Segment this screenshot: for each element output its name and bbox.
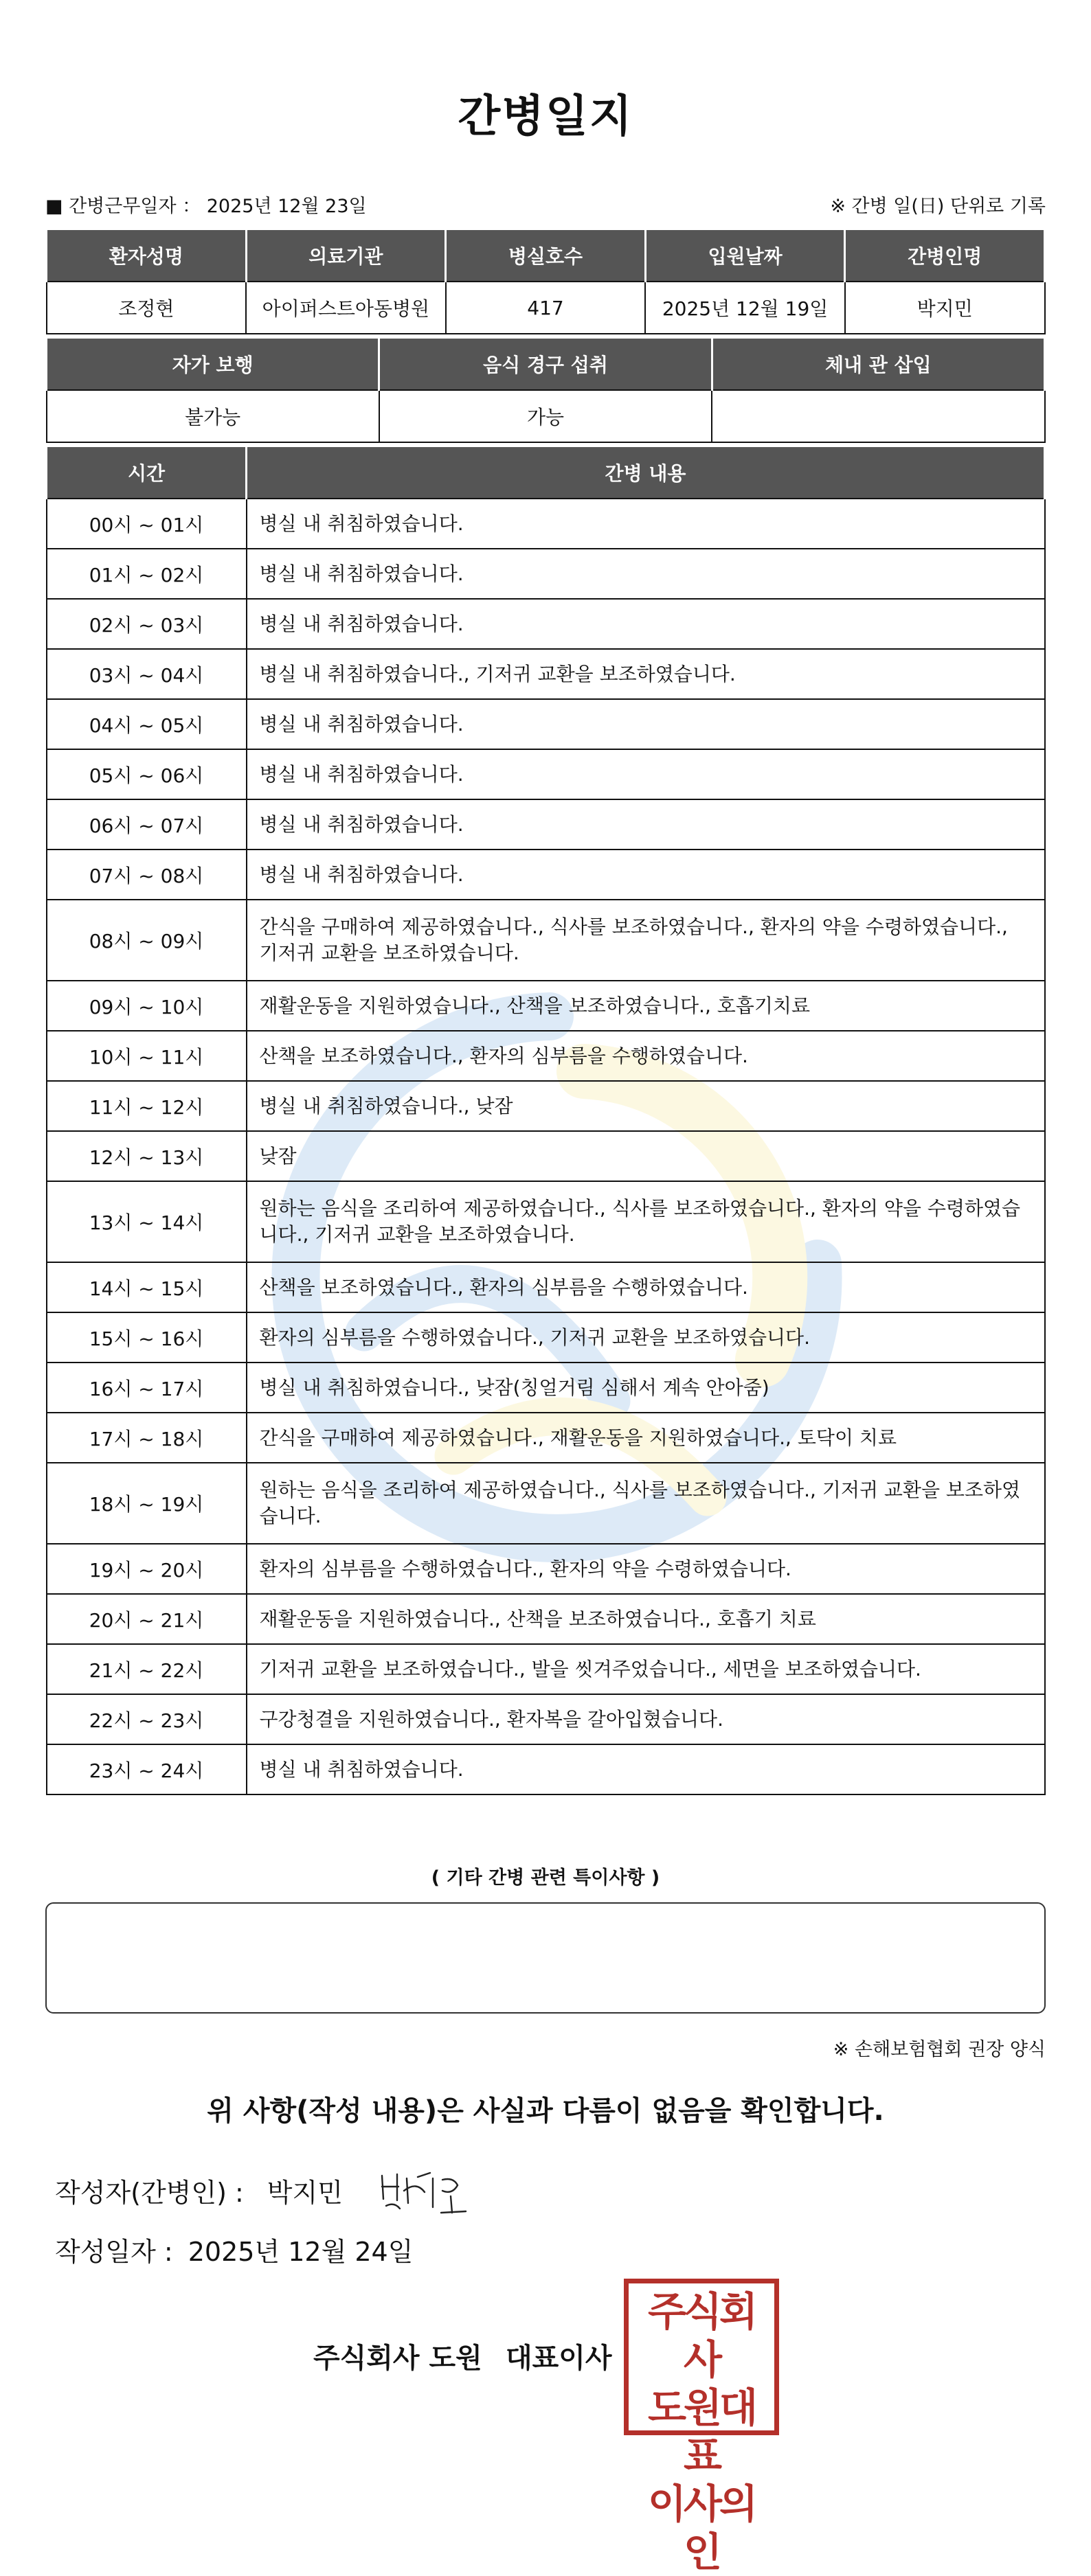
log-time: 11시 ~ 12시 [47,1081,247,1131]
log-content: 산책을 보조하였습니다., 환자의 심부름을 수행하였습니다. [247,1031,1045,1081]
log-row [47,1744,1045,1794]
log-time: 13시 ~ 14시 [47,1181,247,1262]
log-time: 04시 ~ 05시 [47,699,247,749]
log-row [47,1694,1045,1744]
log-row [47,549,1045,599]
log-content: 환자의 심부름을 수행하였습니다., 기저귀 교환을 보조하였습니다. [247,1312,1045,1363]
log-time: 19시 ~ 20시 [47,1544,247,1594]
log-time: 09시 ~ 10시 [47,981,247,1031]
log-time: 21시 ~ 22시 [47,1644,247,1694]
handwritten-signature [376,2163,480,2218]
walking-header: 자가 보행 [47,338,379,391]
log-row [47,1262,1045,1312]
log-content: 간식을 구매하여 제공하였습니다., 재활운동을 지원하였습니다., 토닥이 치료 [247,1413,1045,1463]
log-time: 17시 ~ 18시 [47,1413,247,1463]
log-content: 병실 내 취침하였습니다. [247,799,1045,850]
log-time: 05시 ~ 06시 [47,749,247,799]
log-row [47,499,1045,549]
log-time: 12시 ~ 13시 [47,1131,247,1181]
notes-box [45,1902,1046,2014]
log-content: 병실 내 취침하였습니다., 낮잠 [247,1081,1045,1131]
log-content: 원하는 음식을 조리하여 제공하였습니다., 식사를 보조하였습니다., 환자의 약을 수령하였습니다., 기저귀 교환을 보조하였습니다. [247,1181,1045,1262]
log-time: 16시 ~ 17시 [47,1363,247,1413]
log-row [47,799,1045,850]
log-content: 산책을 보조하였습니다., 환자의 심부름을 수행하였습니다. [247,1262,1045,1312]
company-seal [624,2279,779,2575]
log-row [47,1594,1045,1644]
log-row [47,1181,1045,1262]
room-number: 417 [446,282,646,334]
log-time: 07시 ~ 08시 [47,850,247,900]
log-time: 10시 ~ 11시 [47,1031,247,1081]
room-header: 병실호수 [446,229,646,282]
log-row [47,850,1045,900]
log-time: 01시 ~ 02시 [47,549,247,599]
log-row [47,599,1045,649]
log-time: 20시 ~ 21시 [47,1594,247,1644]
log-content: 병실 내 취침하였습니다. [247,1744,1045,1794]
caregiver-header: 간병인명 [845,229,1045,282]
log-content: 재활운동을 지원하였습니다., 산책을 보조하였습니다., 호흡기치료 [247,981,1045,1031]
log-row [47,699,1045,749]
tube-header: 체내 관 삽입 [712,338,1044,391]
seal-line: 도원대표 [647,2384,756,2479]
care-log-table [45,445,1046,1795]
writer-label: 작성자(간병인) : [55,2178,244,2208]
log-time: 18시 ~ 19시 [47,1463,247,1544]
log-content: 병실 내 취침하였습니다., 기저귀 교환을 보조하였습니다. [247,649,1045,699]
log-row [47,1413,1045,1463]
admission-date-header: 입원날짜 [645,229,845,282]
log-content: 병실 내 취침하였습니다. [247,749,1045,799]
log-content: 병실 내 취침하였습니다. [247,850,1045,900]
seal-line: 주식회사 [647,2288,756,2383]
log-row [47,1644,1045,1694]
log-time: 00시 ~ 01시 [47,499,247,549]
write-date-line [55,2231,413,2268]
patient-name: 조정현 [47,282,247,334]
oral-intake-value: 가능 [379,390,712,442]
seal-line: 이사의인 [647,2481,756,2575]
walking-value: 불가능 [47,390,379,442]
log-row [47,1363,1045,1413]
recommend-note: ※ 손해보험협회 권장 양식 [833,2039,1046,2060]
log-content: 병실 내 취침하였습니다. [247,699,1045,749]
patient-name-header: 환자성명 [47,229,247,282]
log-time: 03시 ~ 04시 [47,649,247,699]
log-content: 기저귀 교환을 보조하였습니다., 발을 씻겨주었습니다., 세면을 보조하였습니다. [247,1644,1045,1694]
log-row [47,649,1045,699]
log-time: 15시 ~ 16시 [47,1312,247,1363]
confirm-statement: 위 사항(작성 내용)은 사실과 다름이 없음을 확인합니다. [207,2095,884,2127]
work-date: ■ 간병근무일자 ： 2025년 12월 23일 [45,196,367,217]
log-row [47,1131,1045,1181]
notes-header: ( 기타 간병 관련 특이사항 ) [431,1867,660,1889]
log-time: 14시 ~ 15시 [47,1262,247,1312]
time-header: 시간 [47,446,247,499]
content-header: 간병 내용 [247,446,1045,499]
patient-status-table [45,337,1046,443]
log-content: 환자의 심부름을 수행하였습니다., 환자의 약을 수령하였습니다. [247,1544,1045,1594]
write-date-value: 2025년 12월 24일 [188,2237,414,2267]
patient-info-table [45,228,1046,334]
writer-name: 박지민 [267,2178,343,2208]
log-time: 23시 ~ 24시 [47,1744,247,1794]
writer-line [55,2172,343,2209]
oral-intake-header: 음식 경구 섭취 [379,338,712,391]
log-row [47,900,1045,981]
log-content: 재활운동을 지원하였습니다., 산책을 보조하였습니다., 호흡기 치료 [247,1594,1045,1644]
caregiver-name: 박지민 [845,282,1045,334]
log-row [47,1544,1045,1594]
log-time: 22시 ~ 23시 [47,1694,247,1744]
log-content: 간식을 구매하여 제공하였습니다., 식사를 보조하였습니다., 환자의 약을 수령하였습니다., 기저귀 교환을 보조하였습니다. [247,900,1045,981]
hospital-header: 의료기관 [246,229,446,282]
tube-value [712,390,1044,442]
log-row [47,981,1045,1031]
log-content: 병실 내 취침하였습니다. [247,549,1045,599]
ceo-title: 대표이사 [506,2343,612,2374]
log-content: 구강청결을 지원하였습니다., 환자복을 갈아입혔습니다. [247,1694,1045,1744]
log-row [47,1463,1045,1544]
log-content: 원하는 음식을 조리하여 제공하였습니다., 식사를 보조하였습니다., 기저귀 교환을 보조하였습니다. [247,1463,1045,1544]
admission-date: 2025년 12월 19일 [645,282,845,334]
page-title: 간병일지 [458,91,633,142]
log-row [47,1081,1045,1131]
log-time: 08시 ~ 09시 [47,900,247,981]
log-content: 병실 내 취침하였습니다. [247,599,1045,649]
log-time: 06시 ~ 07시 [47,799,247,850]
write-date-label: 작성일자 : [55,2237,173,2267]
unit-note: ※ 간병 일(日) 단위로 기록 [830,196,1046,217]
log-content: 병실 내 취침하였습니다. [247,499,1045,549]
log-time: 02시 ~ 03시 [47,599,247,649]
hospital-name: 아이퍼스트아동병원 [246,282,446,334]
log-content: 낮잠 [247,1131,1045,1181]
log-content: 병실 내 취침하였습니다., 낮잠(칭얼거림 심해서 계속 안아줌) [247,1363,1045,1413]
log-row [47,1312,1045,1363]
log-row [47,749,1045,799]
log-row [47,1031,1045,1081]
company-name: 주식회사 도원 [313,2343,482,2374]
